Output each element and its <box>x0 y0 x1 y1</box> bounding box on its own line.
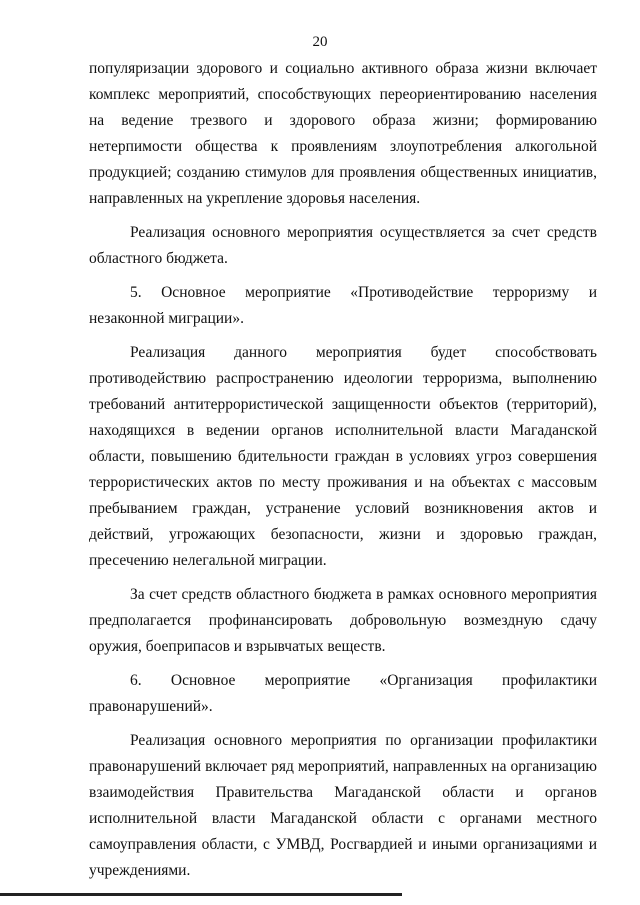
document-body <box>89 56 597 892</box>
paragraph-crime-prevention: Реализация основного мероприятия по организации профилактики правонарушений включает ряд мероприятий, направленных на организацию взаимодействия Правительства Магаданской области и органов исполнительной власти Магаданской области с органами местного самоуправления области, с УМВД, Росгвардией и иными организациями и учреждениями. <box>89 732 597 879</box>
section-heading-5: 5. Основное мероприятие «Противодействие терроризму и незаконной миграции». <box>89 284 597 327</box>
page-number: 20 <box>312 34 328 50</box>
paragraph-weapons-buyback: За счет средств областного бюджета в рамках основного мероприятия предполагается профинансировать добровольную возмездную сдачу оружия, боеприпасов и взрывчатых веществ. <box>89 586 597 655</box>
paragraph-counter-terrorism: Реализация данного мероприятия будет способствовать противодействию распространению идеологии терроризма, выполнению требований антитеррористической защищенности объектов (территорий), находящихся в ведении органов исполнительной власти Магаданской области, повышению бдительности граждан в условиях угроз совершения террористических актов по месту проживания и на объектах с массовым пребыванием граждан, устранение условий возникновения актов и действий, угрожающих безопасности, жизни и здоровью граждан, пресечению нелегальной миграции. <box>89 344 597 569</box>
bottom-rule <box>0 893 402 896</box>
section-heading-6: 6. Основное мероприятие «Организация профилактики правонарушений». <box>89 672 597 715</box>
paragraph-healthy-lifestyle-continuation: популяризации здорового и социально активного образа жизни включает комплекс мероприятий, способствующих переориентированию населения на ведение трезвого и здорового образа жизни; формированию нетерпимости общества к проявлениям злоупотребления алкогольной продукцией; созданию стимулов для проявления общественных инициатив, направленных на укрепление здоровья населения. <box>89 60 597 207</box>
paragraph-funding-source: Реализация основного мероприятия осуществляется за счет средств областного бюджета. <box>89 224 597 267</box>
